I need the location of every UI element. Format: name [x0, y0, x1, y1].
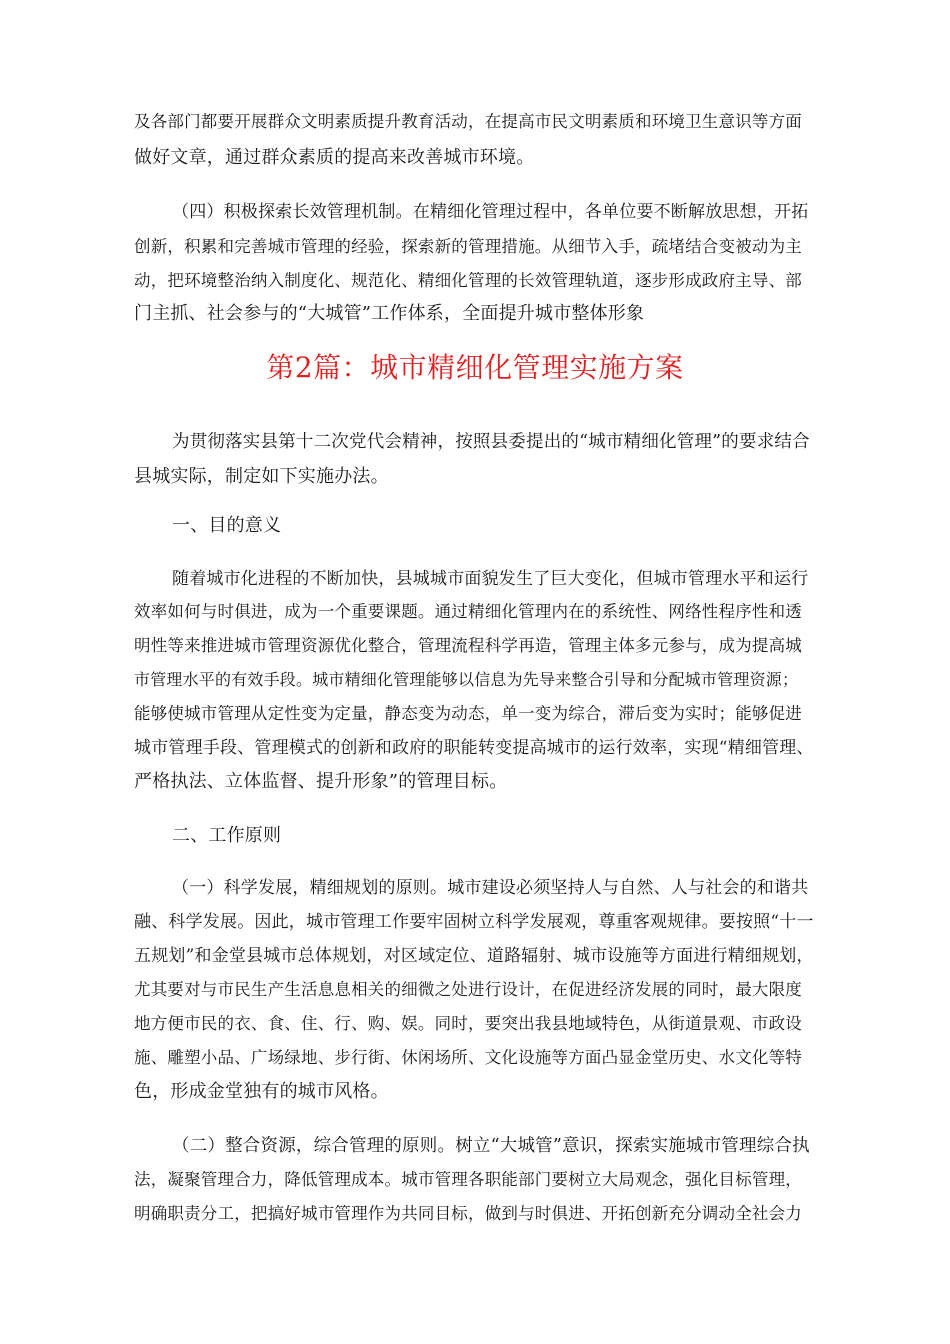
paragraph-line: 五规划”和金堂县城市总体规划，对区域定位、道路辐射、城市设施等方面进行精细规划， [134, 946, 814, 966]
section-heading: 二、工作原则 [172, 825, 282, 846]
paragraph-line: 法，凝聚管理合力，降低管理成本。城市管理各职能部门要树立大局观念，强化目标管理， [134, 1170, 802, 1189]
paragraph-line: （二）整合资源，综合管理的原则。树立“大城管”意识，探索实施城市管理综合执 [172, 1136, 810, 1156]
paragraph-line: 融、科学发展。因此，城市管理工作要牢固树立科学发展观，尊重客观规律。要按照“十一 [134, 912, 814, 932]
paragraph-line: 县城实际，制定如下实施办法。 [134, 466, 389, 487]
paragraph-line: 明确职责分工，把搞好城市管理作为共同目标，做到与时俱进、开拓创新充分调动全社会力 [134, 1204, 802, 1223]
paragraph-line: 明性等来推进城市管理资源优化整合，管理流程科学再造，管理主体多元参与，成为提高城 [134, 636, 802, 655]
paragraph-line: 地方便市民的衣、食、住、行、购、娱。同时，要突出我县地域特色，从街道景观、市政设 [134, 1014, 802, 1033]
paragraph-line: （一）科学发展，精细规划的原则。城市建设必须坚持人与自然、人与社会的和谐共 [172, 878, 809, 898]
paragraph-line: 能够使城市管理从定性变为定量，静态变为动态，单一变为综合，滞后变为实时；能够促进 [134, 704, 802, 723]
paragraph-line: 市管理水平的有效手段。城市精细化管理能够以信息为先导来整合引导和分配城市管理资源； [134, 670, 799, 689]
paragraph-line: 随着城市化进程的不断加快，县城城市面貌发生了巨大变化，但城市管理水平和运行 [172, 569, 809, 589]
paragraph-line: 门主抓、社会参与的“大城管”工作体系，全面提升城市整体形象 [134, 303, 645, 324]
paragraph-line: 及各部门都要开展群众文明素质提升教育活动，在提高市民文明素质和环境卫生意识等方面 [134, 112, 802, 131]
section-heading: 一、目的意义 [172, 515, 282, 536]
paragraph-line: 严格执法、立体监督、提升形象”的管理目标。 [134, 771, 508, 792]
paragraph-line: 创新，积累和完善城市管理的经验，探索新的管理措施。从细节入手，疏堵结合变被动为主 [134, 237, 802, 256]
chapter-title: 第2篇：城市精细化管理实施方案 [266, 351, 684, 384]
paragraph-line: 为贯彻落实县第十二次党代会精神，按照县委提出的“城市精细化管理”的要求结合 [172, 432, 810, 452]
paragraph-line: 城市管理手段、管理模式的创新和政府的职能转变提高城市的运行效率，实现“精细管理、 [134, 738, 814, 758]
paragraph-line: 尤其要对与市民生产生活息息相关的细微之处进行设计，在促进经济发展的同时，最大限度 [134, 980, 802, 999]
paragraph-line: 做好文章，通过群众素质的提高来改善城市环境。 [134, 147, 535, 168]
paragraph-line: 动，把环境整治纳入制度化、规范化、精细化管理的长效管理轨道，逐步形成政府主导、部 [134, 271, 802, 290]
paragraph-line: 施、雕塑小品、广场绿地、步行街、休闲场所、文化设施等方面凸显金堂历史、水文化等特 [134, 1048, 802, 1067]
paragraph-line: 色，形成金堂独有的城市风格。 [134, 1081, 389, 1102]
paragraph-line: （四）积极探索长效管理机制。在精细化管理过程中，各单位要不断解放思想，开拓 [172, 202, 809, 222]
paragraph-line: 效率如何与时俱进，成为一个重要课题。通过精细化管理内在的系统性、网络性程序性和透 [134, 602, 802, 621]
